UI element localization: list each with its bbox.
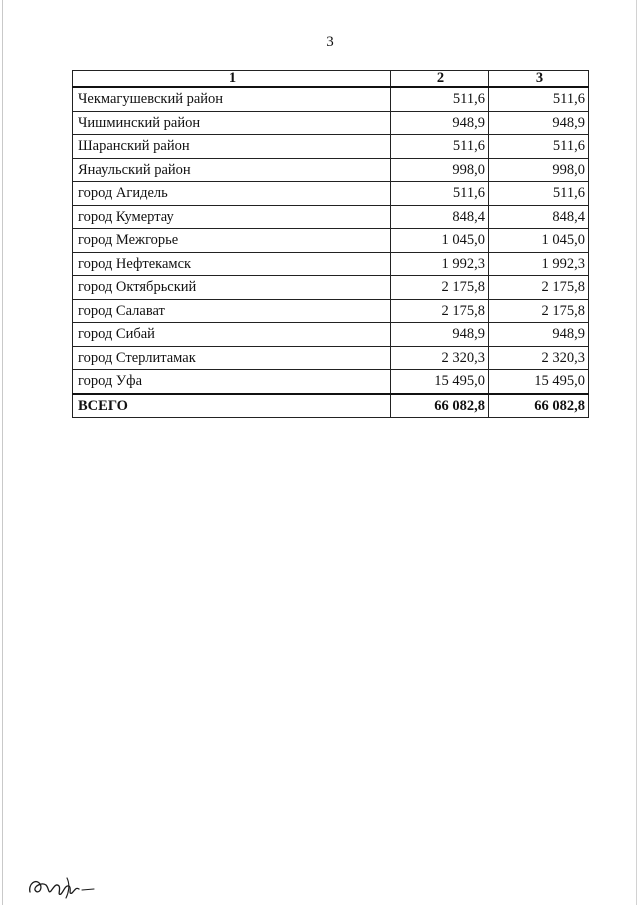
table-row bbox=[73, 276, 589, 300]
row-value-col3: 2 175,8 bbox=[489, 299, 589, 323]
row-value-col3: 2 320,3 bbox=[489, 346, 589, 370]
table-row bbox=[73, 158, 589, 182]
column-header-2: 2 bbox=[391, 71, 489, 88]
table-row bbox=[73, 229, 589, 253]
table-row bbox=[73, 205, 589, 229]
row-value-col2: 2 320,3 bbox=[391, 346, 489, 370]
row-value-col2: 511,6 bbox=[391, 182, 489, 206]
table-row bbox=[73, 346, 589, 370]
row-value-col2: 1 992,3 bbox=[391, 252, 489, 276]
row-value-col2: 1 045,0 bbox=[391, 229, 489, 253]
row-value-col3: 948,9 bbox=[489, 323, 589, 347]
row-name: город Агидель bbox=[73, 182, 391, 206]
table-row bbox=[73, 87, 589, 111]
row-value-col3: 1 992,3 bbox=[489, 252, 589, 276]
row-name: город Кумертау bbox=[73, 205, 391, 229]
row-name: Чекмагушевский район bbox=[73, 87, 391, 111]
row-value-col3: 848,4 bbox=[489, 205, 589, 229]
row-name: город Салават bbox=[73, 299, 391, 323]
row-name: город Межгорье bbox=[73, 229, 391, 253]
total-value-col2: 66 082,8 bbox=[391, 394, 489, 418]
row-value-col2: 15 495,0 bbox=[391, 370, 489, 394]
table-row bbox=[73, 299, 589, 323]
row-value-col2: 948,9 bbox=[391, 111, 489, 135]
row-name: Чишминский район bbox=[73, 111, 391, 135]
row-value-col3: 511,6 bbox=[489, 87, 589, 111]
row-name: город Стерлитамак bbox=[73, 346, 391, 370]
page-edge-right bbox=[636, 0, 637, 905]
row-value-col2: 848,4 bbox=[391, 205, 489, 229]
table-row bbox=[73, 323, 589, 347]
total-row bbox=[73, 394, 589, 418]
handwritten-signature bbox=[26, 870, 98, 900]
total-label: ВСЕГО bbox=[73, 394, 391, 418]
page-number: 3 bbox=[326, 34, 334, 50]
row-value-col3: 511,6 bbox=[489, 135, 589, 159]
row-name: город Нефтекамск bbox=[73, 252, 391, 276]
table-header-row bbox=[73, 71, 589, 88]
row-name: город Октябрьский bbox=[73, 276, 391, 300]
row-value-col3: 998,0 bbox=[489, 158, 589, 182]
page-edge-left bbox=[2, 0, 3, 905]
row-value-col2: 2 175,8 bbox=[391, 276, 489, 300]
row-value-col3: 2 175,8 bbox=[489, 276, 589, 300]
table-row bbox=[73, 135, 589, 159]
row-name: город Уфа bbox=[73, 370, 391, 394]
table-row bbox=[73, 182, 589, 206]
row-value-col2: 511,6 bbox=[391, 87, 489, 111]
table-row bbox=[73, 252, 589, 276]
row-value-col3: 15 495,0 bbox=[489, 370, 589, 394]
table-row bbox=[73, 370, 589, 394]
row-value-col2: 511,6 bbox=[391, 135, 489, 159]
row-value-col3: 1 045,0 bbox=[489, 229, 589, 253]
row-value-col2: 2 175,8 bbox=[391, 299, 489, 323]
total-value-col3: 66 082,8 bbox=[489, 394, 589, 418]
table-row bbox=[73, 111, 589, 135]
row-name: город Сибай bbox=[73, 323, 391, 347]
row-value-col3: 511,6 bbox=[489, 182, 589, 206]
row-name: Шаранский район bbox=[73, 135, 391, 159]
row-name: Янаульский район bbox=[73, 158, 391, 182]
allocation-table bbox=[72, 70, 589, 418]
row-value-col2: 948,9 bbox=[391, 323, 489, 347]
row-value-col3: 948,9 bbox=[489, 111, 589, 135]
column-header-1: 1 bbox=[73, 71, 391, 88]
column-header-3: 3 bbox=[489, 71, 589, 88]
row-value-col2: 998,0 bbox=[391, 158, 489, 182]
